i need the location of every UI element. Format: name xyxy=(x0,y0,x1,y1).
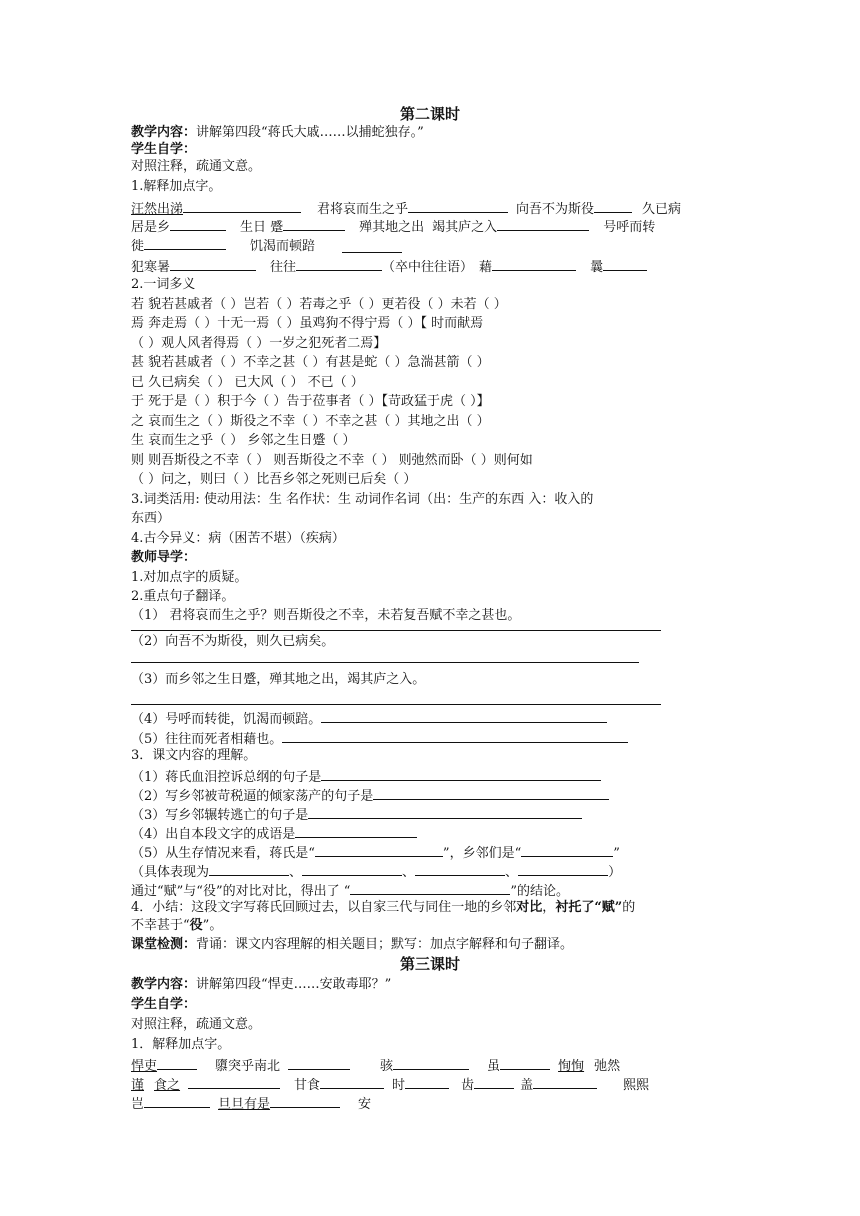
polysemy-line: （ ）观人风者得焉（ ）一岁之犯死者二焉】 xyxy=(131,336,387,351)
answer-line xyxy=(131,630,661,631)
sentence-4: （4）号呼而转徙，饥渴而顿踣。 xyxy=(131,709,607,728)
lesson2-content: 教学内容：讲解第四段“蒋氏大戚……以捕蛇独存。” xyxy=(131,125,424,140)
vocab-row: 谨 食之 甘食 时 齿 盖 熙熙 xyxy=(131,1075,649,1094)
vocab-row: 悍吏 隳突乎南北 骇 虽 恂恂 弛然 xyxy=(131,1056,620,1075)
vocab-row: 汪然出涕 君将哀而生之乎 向吾不为斯役 久已病 xyxy=(131,199,681,218)
polysemy-line: 于 死于是（ ）积于今（ ）告于莅事者（ ）【苛政猛于虎（ ）】 xyxy=(131,394,490,409)
polysemy-line: 甚 貌若甚戚者（ ）不幸之甚（ ）有甚是蛇（ ）急湍甚箭（ ） xyxy=(131,355,490,370)
comprehension-3: （3）写乡邻辗转逃亡的句子是 xyxy=(131,805,582,824)
comprehension-4: （4）出自本段文字的成语是 xyxy=(131,824,417,843)
lesson2-q3-cont: 东西） xyxy=(131,511,171,526)
teacher-item: 3．课文内容的理解。 xyxy=(131,748,257,763)
vocab-row: 犯寒暑 往往 （卒中往往语） 藉 曩 xyxy=(131,257,647,276)
comprehension-2: （2）写乡邻被苛税逼的倾家荡产的句子是 xyxy=(131,786,609,805)
lesson2-instruction: 对照注释，疏通文意。 xyxy=(131,159,262,174)
answer-line xyxy=(131,662,639,663)
lesson3-q1: 1．解释加点字。 xyxy=(131,1037,231,1052)
lesson2-q3: 3.词类活用: 使动用法：生 名作状：生 动词作名词（出：生产的东西 入：收入的 xyxy=(131,492,594,507)
lesson2-selfstudy-label: 学生自学： xyxy=(131,142,197,157)
polysemy-line: 生 哀而生之乎（ ） 乡邻之生日蹙（ ） xyxy=(131,433,356,448)
summary-cont: 不幸甚于“役”。 xyxy=(131,918,223,933)
comprehension-5: （5）从生存情况来看，蒋氏是“ ”，乡邻们是“ ” xyxy=(131,843,620,862)
comprehension-1: （1）蒋氏血泪控诉总纲的句子是 xyxy=(131,767,601,786)
lesson3-selfstudy-label: 学生自学： xyxy=(131,997,197,1012)
vocab-row: 徙 饥渴而顿踣 xyxy=(131,236,315,255)
lesson2-title: 第二课时 xyxy=(399,105,460,123)
sentence-2: （2）向吾不为斯役，则久已病矣。 xyxy=(131,634,335,649)
lesson3-instruction: 对照注释，疏通文意。 xyxy=(131,1017,262,1032)
lesson2-q4: 4.古今异义：病（困苦不堪）（疾病） xyxy=(131,531,345,546)
teacher-item: 1.对加点字的质疑。 xyxy=(131,570,248,585)
polysemy-line: （ ）问之，则曰（ ）比吾乡邻之死则已后矣（ ） xyxy=(131,472,417,487)
vocab-row: 岂 旦旦有是 安 xyxy=(131,1094,371,1113)
vocab-row: 居是乡 生日 蹙 殚其地之出 竭其庐之入 号呼而转 xyxy=(131,217,655,236)
blank-line xyxy=(342,252,402,253)
polysemy-line: 则 则吾斯役之不幸（ ） 则吾斯役之不幸（ ） 则弛然而卧（ ）则何如 xyxy=(131,453,533,468)
comprehension-7: 通过“赋”与“役”的对比对比，得出了 “ ”的结论。 xyxy=(131,881,569,900)
sentence-3: （3）而乡邻之生日蹙，殚其地之出，竭其庐之入。 xyxy=(131,672,426,687)
polysemy-line: 之 哀而生之（ ）斯役之不幸（ ）不幸之甚（ ）其地之出（ ） xyxy=(131,414,490,429)
comprehension-6: （具体表现为 、 、 、 ） xyxy=(131,862,621,881)
class-check: 课堂检测：背诵：课文内容理解的相关题目；默写：加点字解释和句子翻译。 xyxy=(131,937,574,952)
lesson3-title: 第三课时 xyxy=(399,955,460,973)
lesson2-q1: 1.解释加点字。 xyxy=(131,179,222,194)
teacher-guide-label: 教师导学： xyxy=(131,550,197,565)
sentence-5: （5）往往而死者相藉也。 xyxy=(131,729,628,748)
polysemy-line: 已 久已病矣（ ） 已大风（ ） 不已（ ） xyxy=(131,375,364,390)
polysemy-line: 焉 奔走焉（ ）十无一焉（ ）虽鸡狗不得宁焉（ ）【 时而献焉 xyxy=(131,316,484,331)
lesson3-content: 教学内容：讲解第四段“悍吏……安敢毒耶？” xyxy=(131,977,392,992)
sentence-1: （1） 君将哀而生之乎？则吾斯役之不幸，未若复吾赋不幸之甚也。 xyxy=(131,608,521,623)
summary: 4．小结：这段文字写蒋氏回顾过去，以自家三代与同住一地的乡邻对比，衬托了“赋”的 xyxy=(131,900,636,915)
lesson2-q2: 2.一词多义 xyxy=(131,277,196,292)
polysemy-line: 若 貌若甚戚者（ ）岂若（ ）若毒之乎（ ）更若役（ ）未若（ ） xyxy=(131,297,507,312)
teacher-item: 2.重点句子翻译。 xyxy=(131,589,235,604)
answer-line xyxy=(131,704,661,705)
